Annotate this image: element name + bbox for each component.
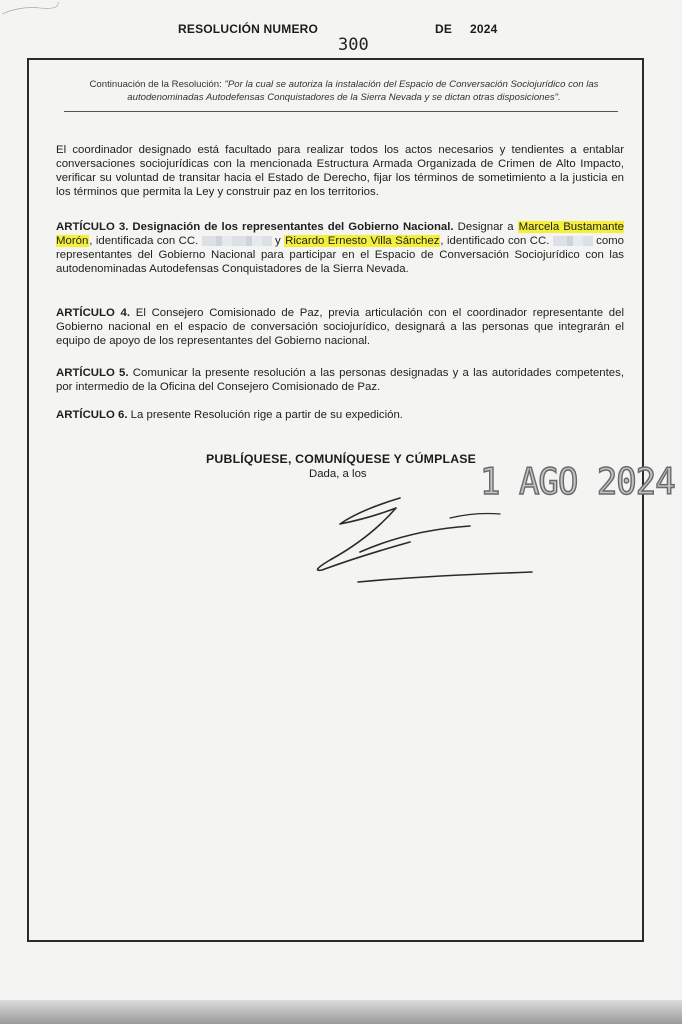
article-3-text: como representantes del Gobierno Nacional para participar en el Espacio de Conversación Sociojurídico con las autodenominadas Autodefensas Conquistadores de la Sierra Nevada. (56, 235, 624, 276)
article-3-text: y (271, 235, 285, 248)
article-5 (56, 366, 624, 394)
article-3-text: Designar a (453, 221, 518, 233)
de-label: DE (435, 22, 453, 36)
year: 2024 (470, 22, 498, 36)
article-3 (56, 220, 624, 276)
article-4-text: El Consejero Comisionado de Paz, previa articulación con el coordinador representante del Gobierno nacional en el espacio de conversación sociojurídico, designará a las personas que integrarán el equipo de apoyo de los representantes del Gobierno nacional. (56, 307, 624, 348)
resolution-number: 300 (338, 35, 369, 55)
date-stamp: 1 AGO 2024 (480, 460, 675, 504)
redacted-id-2 (553, 236, 593, 246)
signature (300, 490, 540, 600)
article-5-text: Comunicar la presente resolución a las personas designadas y a las autoridades competentes, por intermedio de la Oficina del Consejero Comisionado de Paz. (56, 367, 624, 394)
resolution-label: RESOLUCIÓN NUMERO (178, 22, 319, 36)
continuation-lead: Continuación de la Resolución: (89, 79, 222, 90)
article-3-text: , identificado con CC. (440, 235, 553, 248)
article-6-text: La presente Resolución rige a partir de su expedición. (127, 409, 403, 421)
dada-text: Dada, a los (309, 468, 367, 480)
continuation-text: "Por la cual se autoriza la instalación del Espacio de Conversación Sociojurídico con las autodenominadas Autodefensas Conquistadores de la Sierra Nevada y se dictan otras disposiciones". (127, 79, 599, 103)
paragraph-coordinator: El coordinador designado está facultado para realizar todos los actos necesarios y tendientes a entablar conversaciones sociojurídicas con la mencionada Estructura Armada Organizada de Crimen de Alto Impacto, verificar su voluntad de transitar hacia el Estado de Derecho, fijar los términos de sometimiento a la justicia en los términos que permita la Ley y construir paz en los territorios. (56, 144, 624, 199)
page-edge-shadow (0, 1000, 682, 1024)
article-6-heading: ARTÍCULO 6. (56, 409, 128, 421)
article-4 (56, 306, 624, 348)
article-4-heading: ARTÍCULO 4. (56, 307, 131, 319)
corner-scribble (0, 0, 60, 20)
closing-formula: PUBLÍQUESE, COMUNÍQUESE Y CÚMPLASE (206, 452, 477, 466)
highlighted-name-1: Marcela Bustamante Morón (56, 221, 625, 248)
divider (64, 111, 618, 112)
redacted-id-1 (202, 236, 272, 246)
article-3-text: , identificada con CC. (89, 235, 202, 248)
article-6 (56, 408, 624, 422)
article-3-heading: ARTÍCULO 3. Designación de los representantes del Gobierno Nacional. (56, 221, 454, 233)
resolution-header (0, 18, 682, 58)
continuation-note (64, 78, 624, 104)
highlighted-name-2: Ricardo Ernesto Villa Sánchez (285, 235, 440, 248)
article-5-heading: ARTÍCULO 5. (56, 367, 129, 379)
